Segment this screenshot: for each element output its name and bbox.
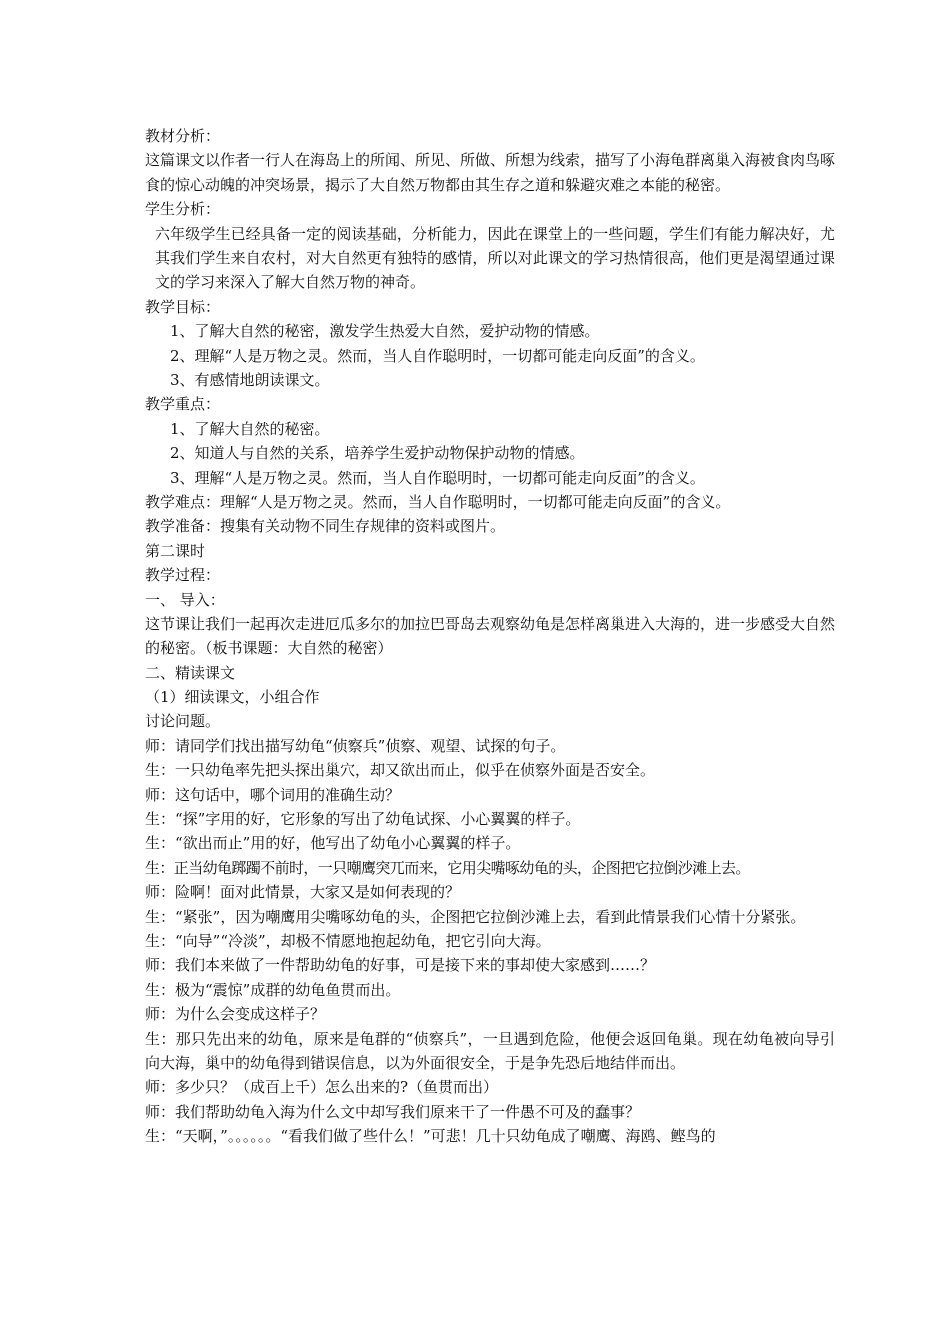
dialogue-line: 师：这句话中，哪个词用的准确生动？ — [145, 785, 401, 804]
dialogue-line: 师：险啊！面对此情景，大家又是如何表现的？ — [145, 883, 461, 902]
dialogue-line: 生：“天啊，”。。。。。。“看我们做了些什么！”可悲！几十只幼龟成了嘲鹰、海鸥、鲣鸟的 — [145, 1127, 716, 1146]
goal-item: 3、有感情地朗读课文。 — [170, 370, 330, 389]
dialogue-line: 生：正当幼龟踯躅不前时，一只嘲鹰突兀而来，它用尖嘴啄幼龟的头，企图把它拉倒沙滩上去。 — [145, 858, 750, 877]
paragraph-student-analysis: 六年级学生已经具备一定的阅读基础，分析能力，因此在课堂上的一些问题，学生们有能力解决好，尤其我们学生来自农村，对大自然更有独特的感情，所以对此课文的学习热情很高，他们更是渴望通过课文的学习来深入了解大自然万物的神奇。 — [155, 224, 835, 292]
dialogue-line: 生：一只幼龟率先把头探出巢穴，却又欲出而止，似乎在侦察外面是否安全。 — [145, 761, 656, 780]
dialogue-line: 师：我们本来做了一件帮助幼龟的好事，可是接下来的事却使大家感到……？ — [145, 956, 656, 975]
heading-material-analysis: 教材分析： — [145, 127, 221, 145]
key-point-item: 2、知道人与自然的关系，培养学生爱护动物保护动物的情感。 — [170, 444, 585, 463]
dialogue-line: 师：我们帮助幼龟入海为什么文中却写我们原来干了一件愚不可及的蠢事？ — [145, 1102, 641, 1121]
key-point-item: 3、理解“人是万物之灵。然而，当人自作聪明时，一切都可能走向反面”的含义。 — [170, 468, 705, 487]
heading-teaching-goals: 教学目标： — [145, 297, 221, 316]
document-page — [145, 124, 835, 1149]
goal-item: 1、了解大自然的秘密，激发学生热爱大自然，爱护动物的情感。 — [170, 322, 600, 341]
dialogue-line: 生：“欲出而止”用的好，他写出了幼龟小心翼翼的样子。 — [145, 834, 521, 853]
dialogue-line: 生：极为“震惊”成群的幼龟鱼贯而出。 — [145, 980, 401, 999]
dialogue-line: 生：“向导”“冷淡”，却极不情愿地抱起幼龟，把它引向大海。 — [145, 932, 551, 951]
dialogue-line: 生：那只先出来的幼龟，原来是龟群的“侦察兵”，一旦遇到危险，他便会返回龟巢。现在幼龟被向导引向大海，巢中的幼龟得到错误信息，以为外面很安全，于是争先恐后地结伴而出。 — [145, 1029, 835, 1072]
dialogue-line: 师：多少只？（成百上千）怎么出来的?（鱼贯而出） — [145, 1078, 499, 1097]
close-reading-step: （1）细读课文，小组合作 — [145, 688, 320, 707]
introduction-text: 这节课让我们一起再次走进厄瓜多尔的加拉巴哥岛去观察幼龟是怎样离巢进入大海的，进一步感受大自然的秘密。（板书课题：大自然的秘密） — [145, 614, 836, 658]
lesson-number: 第二课时 — [145, 541, 206, 560]
key-point-item: 1、了解大自然的秘密。 — [170, 419, 330, 438]
dialogue-line: 生：“紧张”，因为嘲鹰用尖嘴啄幼龟的头，企图把它拉倒沙滩上去，看到此情景我们心情十分紧张。 — [145, 907, 806, 926]
section-introduction: 一、 导入： — [145, 590, 225, 609]
paragraph-material-analysis: 这篇课文以作者一行人在海岛上的所闻、所见、所做、所想为线索，描写了小海龟群离巢入海被食肉鸟啄食的惊心动魄的冲突场景，揭示了大自然万物都由其生存之道和躲避灾难之本能的秘密。 — [145, 151, 836, 194]
goal-item: 2、理解“人是万物之灵。然而，当人自作聪明时，一切都可能走向反面”的含义。 — [170, 346, 705, 365]
dialogue-line: 生：“探”字用的好，它形象的写出了幼龟试探、小心翼翼的样子。 — [145, 810, 581, 829]
heading-teaching-process: 教学过程： — [145, 566, 221, 585]
dialogue-line: 师：为什么会变成这样子？ — [145, 1005, 326, 1024]
teaching-preparation: 教学准备：搜集有关动物不同生存规律的资料或图片。 — [145, 517, 506, 536]
section-close-reading: 二、精读课文 — [145, 663, 236, 682]
heading-key-points: 教学重点： — [145, 395, 221, 414]
teaching-difficulty: 教学难点：理解“人是万物之灵。然而，当人自作聪明时，一切都可能走向反面”的含义。 — [145, 492, 731, 511]
close-reading-step: 讨论问题。 — [145, 712, 221, 731]
heading-student-analysis: 学生分析： — [145, 200, 221, 219]
dialogue-line: 师：请同学们找出描写幼龟“侦察兵”侦察、观望、试探的句子。 — [145, 736, 566, 755]
